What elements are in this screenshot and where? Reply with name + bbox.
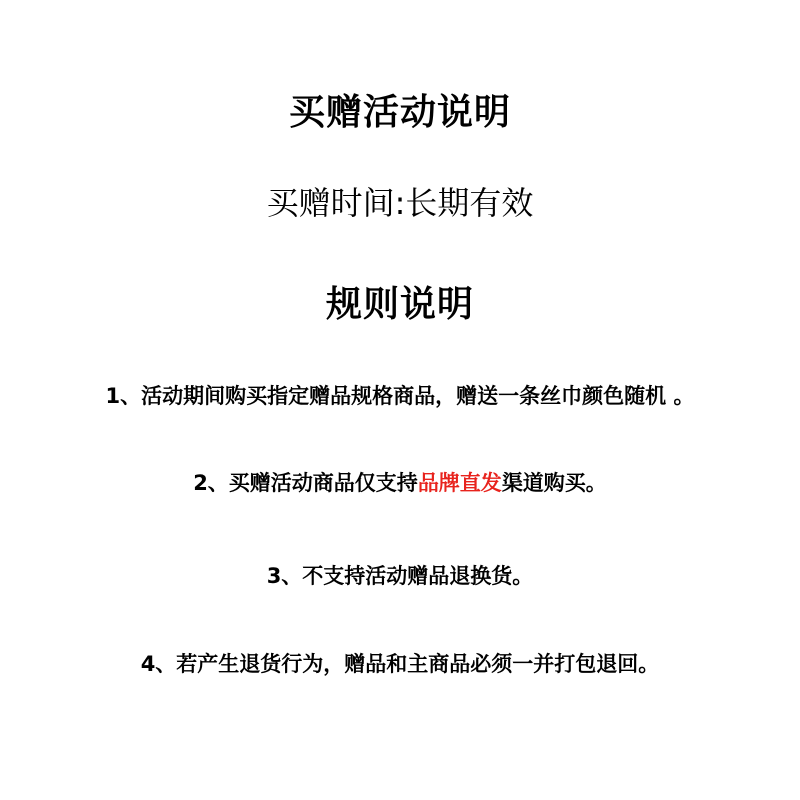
- rule-item-2-after: 渠道购买。: [501, 471, 607, 495]
- rule-item-4: 4、若产生退货行为，赠品和主商品必须一并打包退回。: [140, 652, 660, 676]
- page-title: 买赠活动说明: [288, 92, 511, 133]
- rule-item-2: [0, 467, 800, 497]
- rule-item-1: 1、活动期间购买指定赠品规格商品，赠送一条丝巾颜色随机 。: [105, 384, 695, 408]
- rule-item-2-before: 2、买赠活动商品仅支持: [193, 471, 418, 495]
- promotion-period: 买赠时间:长期有效: [266, 184, 534, 222]
- rule-item-2-highlight: 品牌直发: [417, 471, 502, 495]
- rule-item-3: 3、不支持活动赠品退换货。: [266, 564, 534, 588]
- rules-heading: 规则说明: [325, 284, 474, 325]
